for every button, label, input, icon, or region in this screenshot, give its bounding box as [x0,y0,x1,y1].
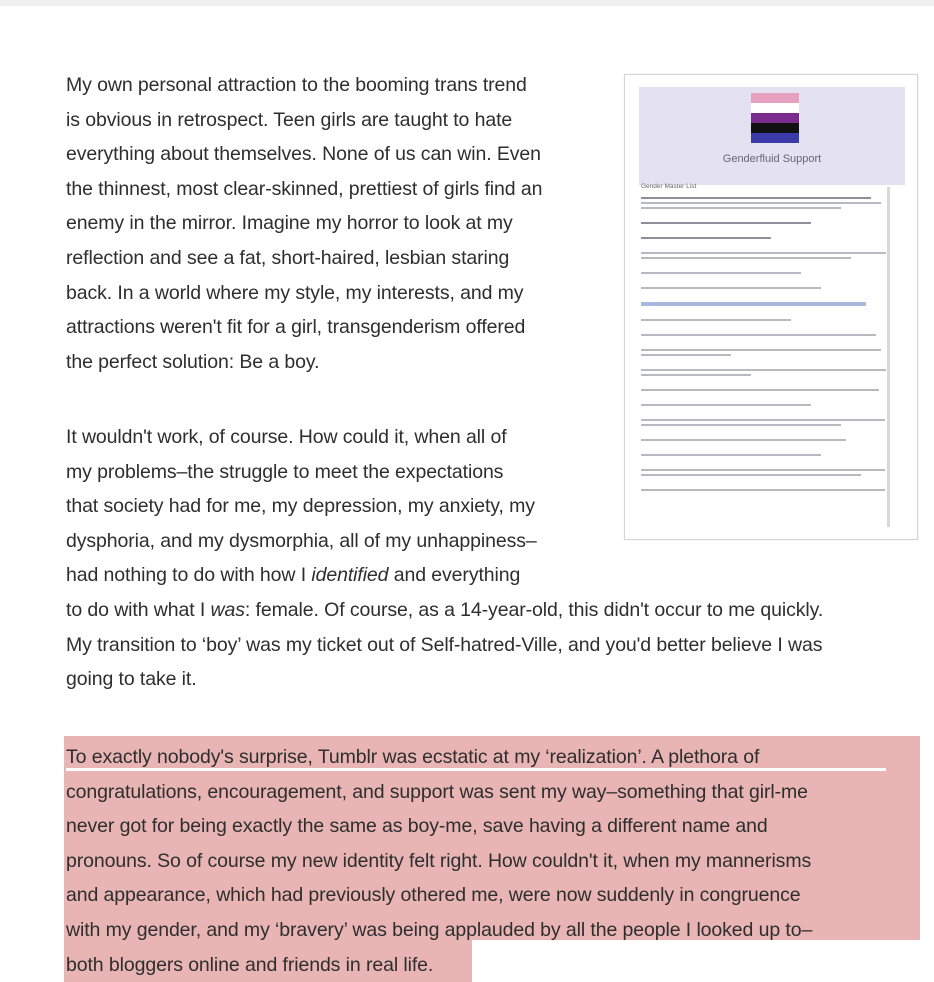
card-scrollbar [887,187,890,527]
text-line: reflection and see a fat, short-haired, lesbian staring [66,246,510,269]
text-line: To exactly nobody's surprise, Tumblr was ecstatic at my ‘realization’. A plethora of [66,746,760,768]
text-line: never got for being exactly the same as boy-me, save having a different name and [66,815,768,838]
text-line: the thinnest, most clear-skinned, prettiest of girls find an [66,177,543,200]
text-line: attractions weren't fit for a girl, transgenderism offered [66,316,526,339]
text-line: everything about themselves. None of us can win. Even [66,143,541,166]
text-line: going to take it. [66,668,197,691]
paragraph-2 [66,420,823,697]
top-bar [0,0,934,6]
text-line: congratulations, encouragement, and support was sent my way–something that girl-me [66,780,808,803]
text-line: both bloggers online and friends in real life. [66,953,434,976]
emphasis-was: was [210,598,245,621]
paragraph-3-highlighted [66,740,812,982]
text-line [66,593,823,628]
card-subtitle: Gender Master List [641,183,697,190]
text-line [66,558,823,593]
text-line: that society had for me, my depression, my anxiety, my [66,495,535,518]
text-line: My transition to ‘boy’ was my ticket out of Self-hatred-Ville, and you'd better believe I was [66,633,823,656]
card-title: Genderfluid Support [722,153,822,165]
emphasis-identified: identified [311,564,389,587]
card-header [639,87,905,185]
text-line: and appearance, which had previously othered me, were now suddenly in congruence [66,884,801,907]
text-line: enemy in the mirror. Imagine my horror to look at my [66,212,513,235]
text-segment: to do with what I [66,598,211,621]
text-segment: and everything [388,564,521,587]
genderfluid-flag-icon [751,93,799,143]
paragraph-1 [66,68,542,379]
text-line: the perfect solution: Be a boy. [66,350,320,373]
text-line: My own personal attraction to the booming trans trend [66,74,527,96]
text-line: with my gender, and my ‘bravery’ was being applauded by all the people I looked up to– [66,918,813,941]
text-segment: : female. Of course, as a 14-year-old, this didn't occur to me quickly. [244,598,824,621]
text-line: It wouldn't work, of course. How could it, when all of [66,426,507,448]
text-line: dysphoria, and my dysmorphia, all of my unhappiness– [66,529,537,552]
text-line: my problems–the struggle to meet the expectations [66,460,504,483]
text-line: back. In a world where my style, my interests, and my [66,281,524,304]
text-line: is obvious in retrospect. Teen girls are taught to hate [66,108,513,131]
text-line: pronouns. So of course my new identity felt right. How couldn't it, when my mannerisms [66,849,812,872]
text-segment: had nothing to do with how I [66,564,312,587]
